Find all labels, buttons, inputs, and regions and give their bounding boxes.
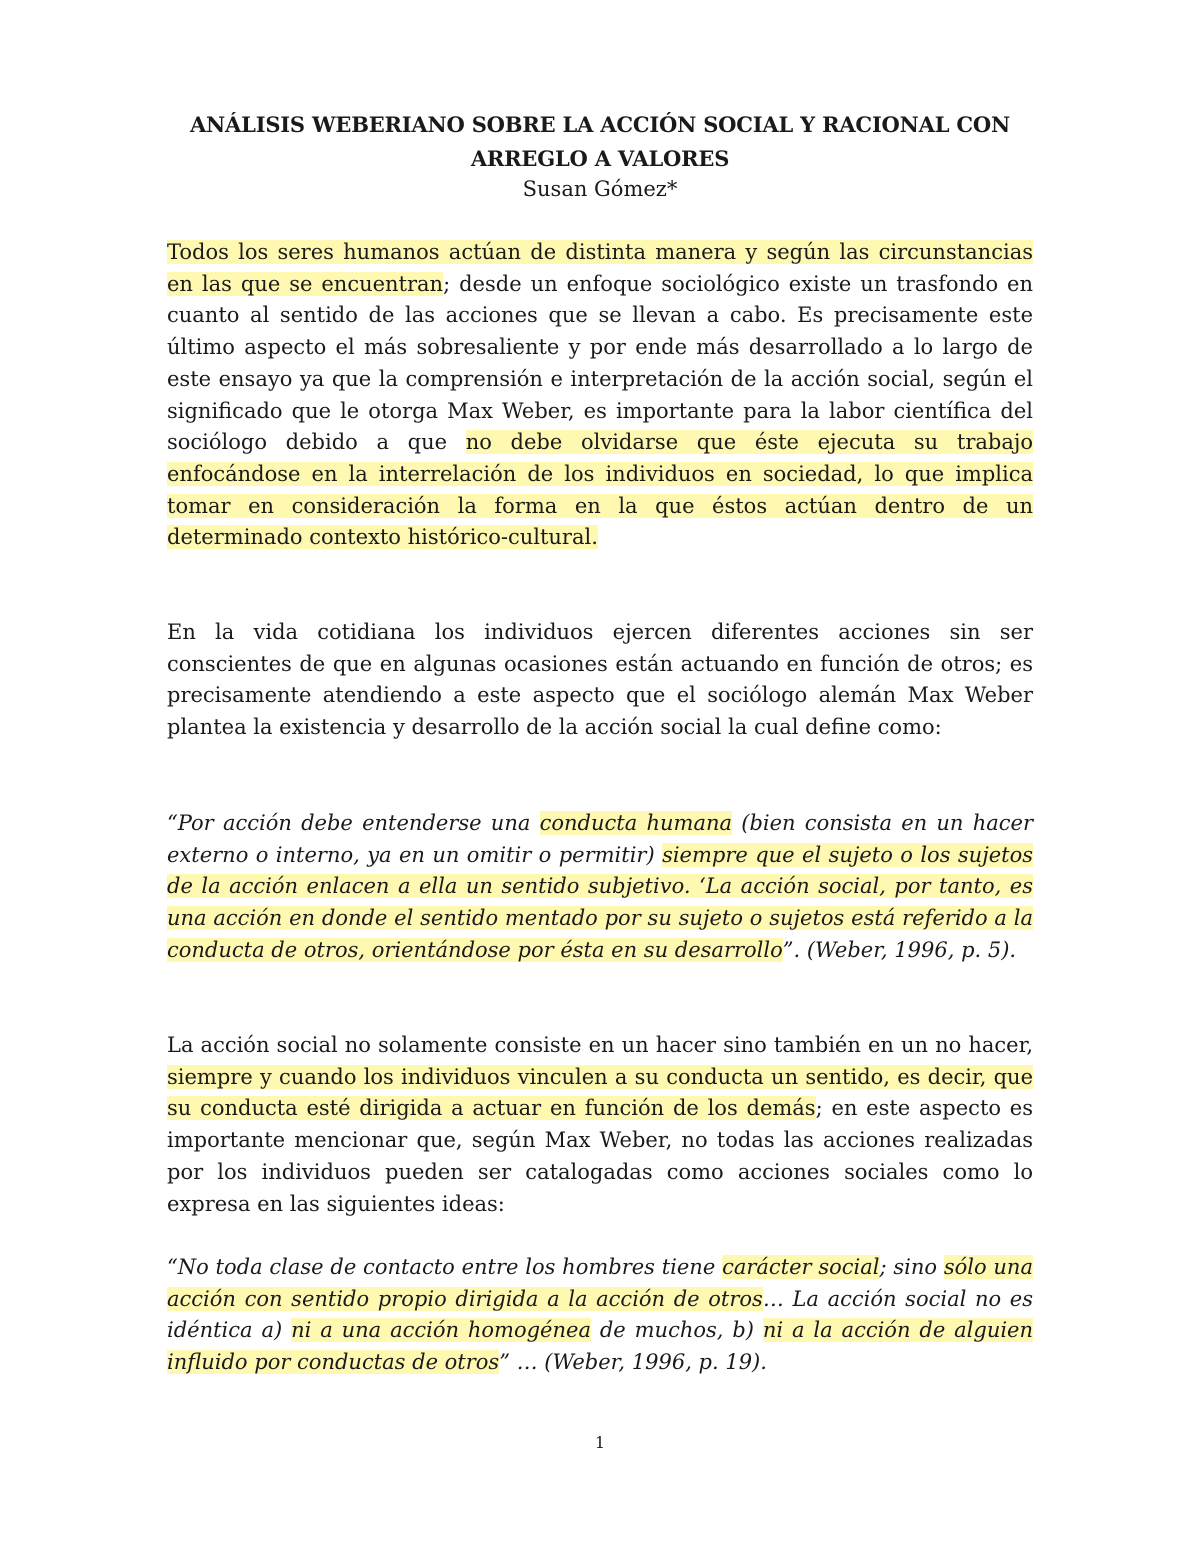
- highlighted-text: carácter social: [722, 1255, 880, 1279]
- quote-citation: ” … (Weber, 1996, p. 19).: [499, 1350, 767, 1375]
- quote-text: de muchos, b): [590, 1318, 763, 1343]
- paragraph-text: La acción social no solamente consiste en un hacer sino también en un no hacer,: [167, 1033, 1033, 1057]
- paragraph-1: [167, 237, 1033, 554]
- quote-citation: ”. (Weber, 1996, p. 5).: [782, 937, 1017, 962]
- highlighted-text: conducta humana: [539, 811, 733, 835]
- highlighted-text: ni a una acción homogénea: [291, 1318, 591, 1343]
- paragraph-text: ; desde un enfoque sociológico existe un trasfondo en cuanto al sentido de las acciones que se llevan a cabo. Es precisamente este último aspecto el más sobresaliente y por ende más desarrollado a lo largo de este ensayo ya que la comprensión e interpretación de la acción social, según el significado que le otorga Max Weber, es importante para la labor científica del sociólogo debido a que: [167, 271, 1033, 455]
- document-title: ANÁLISIS WEBERIANO SOBRE LA ACCIÓN SOCIAL Y RACIONAL CON ARREGLO A VALORES: [189, 112, 1011, 171]
- quote-text: … La acción social no es idéntica a): [167, 1286, 1033, 1343]
- paragraph-2: En la vida cotidiana los individuos ejercen diferentes acciones sin ser conscientes de que en algunas ocasiones están actuando en función de otros; es precisamente atendiendo a este aspecto que el sociólogo alemán Max Weber plantea la existencia y desarrollo de la acción social la cual define como:: [167, 620, 1033, 740]
- quote-text: “No toda clase de contacto entre los hombres tiene: [167, 1255, 723, 1279]
- highlighted-text: siempre que el sujeto o los sujetos de la acción enlacen a ella un sentido subjetivo. ‘La acción social, por tanto, es una acción en donde el sentido mentado por su sujeto o sujetos está referido a la conducta de otros, orientándose por ésta en su desarrollo: [167, 842, 1033, 962]
- paragraph-3: [167, 1030, 1033, 1220]
- quote-text: (bien consista en un hacer externo o interno, ya en un omitir o permitir): [167, 811, 1033, 867]
- highlighted-text: sólo una acción con sentido propio dirigida a la acción de otros: [167, 1255, 1033, 1311]
- quote-text: ; sino: [879, 1255, 944, 1279]
- quote-text: “Por acción debe entenderse una: [167, 811, 540, 835]
- highlighted-text: siempre y cuando los individuos vinculen a su conducta un sentido, es decir, que su conducta esté dirigida a actuar en función de los demás: [167, 1064, 1033, 1121]
- highlighted-text: ni a la acción de alguien influido por conductas de otros: [167, 1318, 1034, 1375]
- quote-2: [167, 1252, 1033, 1379]
- paragraph-text: ; en este aspecto es importante mencionar que, según Max Weber, no todas las acciones realizadas por los individuos pueden ser catalogadas como acciones sociales como lo expresa en las siguientes ideas:: [167, 1096, 1033, 1216]
- author-name: Susan Gómez*: [522, 177, 678, 201]
- highlighted-text: Todos los seres humanos actúan de distinta manera y según las circunstancias en las que se encuentran: [167, 240, 1033, 296]
- page-number: 1: [594, 1433, 606, 1452]
- quote-1: [167, 808, 1033, 967]
- highlighted-text: no debe olvidarse que éste ejecuta su trabajo enfocándose en la interrelación de los individuos en sociedad, lo que implica tomar en consideración la forma en la que éstos actúan dentro de un determinado contexto histórico-cultural.: [167, 430, 1033, 550]
